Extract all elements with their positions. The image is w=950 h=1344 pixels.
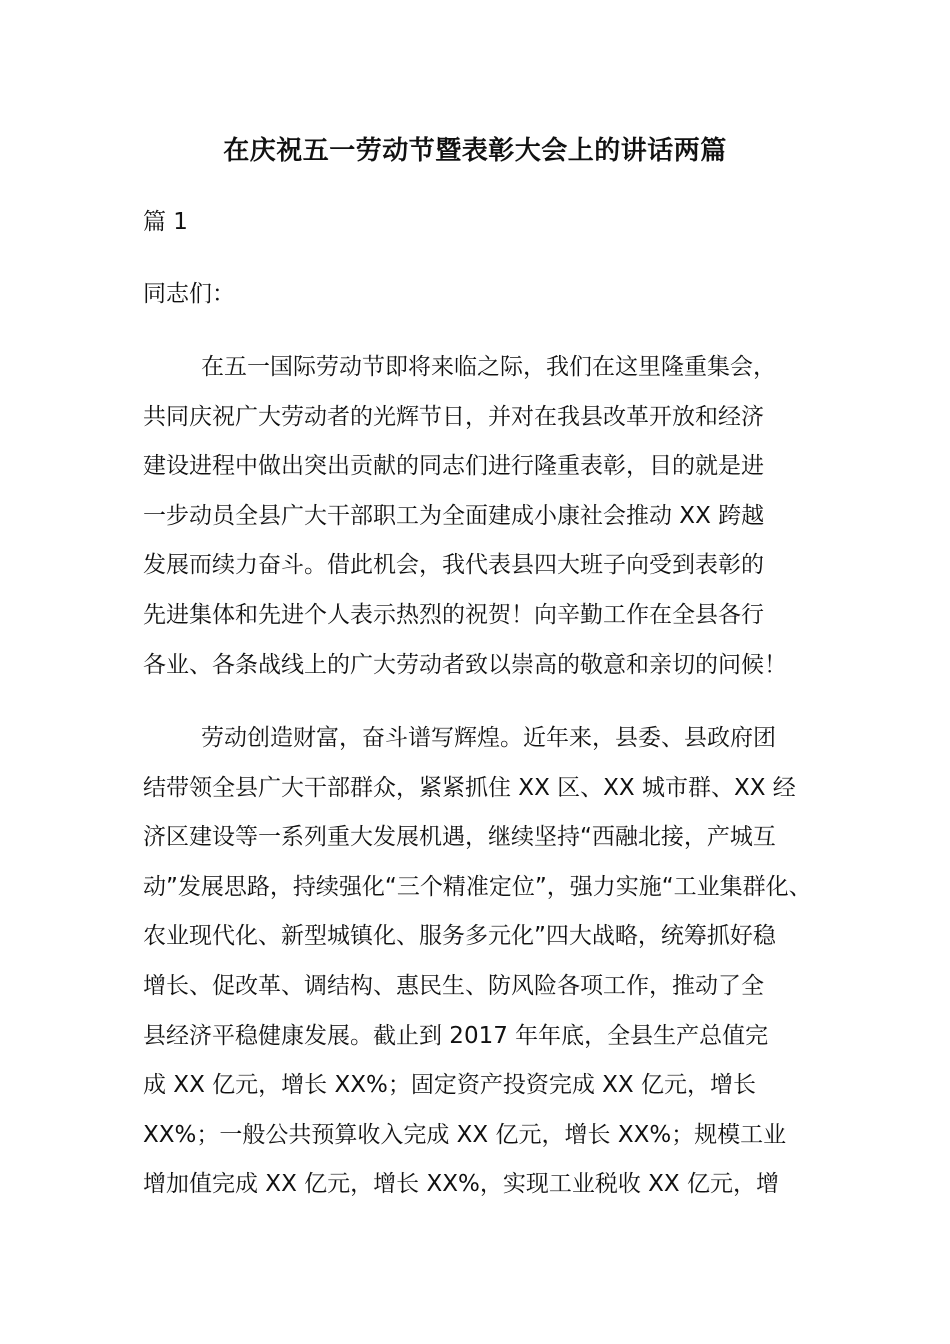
paragraph-line: 增长、促改革、调结构、惠民生、防风险各项工作，推动了全 [143,972,764,999]
paragraph-line: 各业、各条战线上的广大劳动者致以崇高的敬意和亲切的问候！ [143,651,787,678]
paragraph-line: 成 XX 亿元，增长 XX%；固定资产投资完成 XX 亿元，增长 [143,1072,756,1099]
paragraph-line: 动”发展思路，持续强化“三个精准定位”，强力实施“工业集群化、 [143,873,812,900]
paragraph-line: 先进集体和先进个人表示热烈的祝贺！向辛勤工作在全县各行 [143,601,764,628]
paragraph-2 [143,714,811,1210]
document-title: 在庆祝五一劳动节暨表彰大会上的讲话两篇 [223,136,727,166]
paragraph-line: 结带领全县广大干部群众，紧紧抓住 XX 区、XX 城市群、XX 经 [143,774,796,801]
salutation: 同志们： [143,281,235,307]
paragraph-line: 济区建设等一系列重大发展机遇，继续坚持“西融北接，产城互 [143,824,776,851]
paragraph-line: XX%；一般公共预算收入完成 XX 亿元，增长 XX%；规模工业 [143,1121,787,1148]
paragraph-line: 共同庆祝广大劳动者的光辉节日，并对在我县改革开放和经济 [143,403,764,430]
paragraph-line: 发展而续力奋斗。借此机会，我代表县四大班子向受到表彰的 [143,552,764,579]
paragraph-1 [143,343,811,690]
section-label: 篇 1 [143,209,188,235]
paragraph-line: 劳动创造财富，奋斗谱写辉煌。近年来，县委、县政府团 [201,725,776,751]
paragraph-line: 增加值完成 XX 亿元，增长 XX%，实现工业税收 XX 亿元，增 [143,1171,779,1198]
paragraph-line: 在五一国际劳动节即将来临之际，我们在这里隆重集会， [201,354,776,380]
paragraph-line: 农业现代化、新型城镇化、服务多元化”四大战略，统筹抓好稳 [143,923,776,950]
paragraph-line: 县经济平稳健康发展。截止到 2017 年年底，全县生产总值完 [143,1022,769,1049]
paragraph-line: 一步动员全县广大干部职工为全面建成小康社会推动 XX 跨越 [143,502,765,529]
paragraph-line: 建设进程中做出突出贡献的同志们进行隆重表彰，目的就是进 [143,453,764,480]
